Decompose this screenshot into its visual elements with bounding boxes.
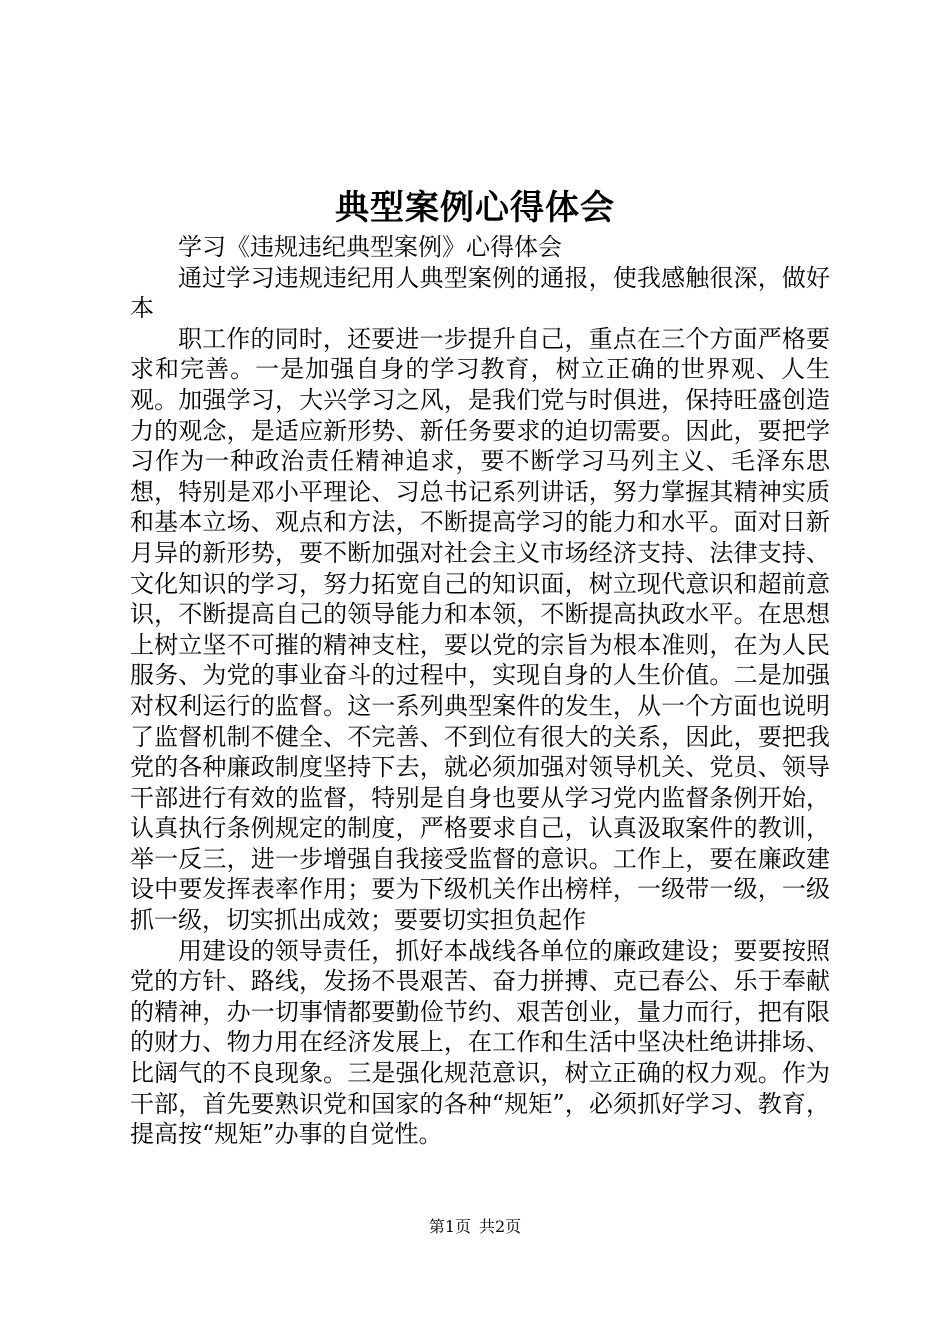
page-number: 第1页 (428, 1217, 471, 1236)
paragraph-continued: 用建设的领导责任，抓好本战线各单位的廉政建设；要要按照党的方针、路线，发扬不畏艰苦、奋力拼搏、克已春公、乐于奉献的精神，办一切事情都要勤俭节约、艰苦创业，量力而行，把有限的财力、物力用在经济发展上，在工作和生活中坚决杜绝讲排场、比阔气的不良现象。三是强化规范意识，树立正确的权力观。作为干部，首先要熟识党和国家的各种“规矩”，必须抓好学习、教育，提高按“规矩”办事的自觉性。 (130, 936, 830, 1149)
paragraph-main: 职工作的同时，还要进一步提升自己，重点在三个方面严格要求和完善。一是加强自身的学习教育，树立正确的世界观、人生观。加强学习，大兴学习之风，是我们党与时俱进，保持旺盛创造力的观念，是适应新形势、新任务要求的迫切需要。因此，要把学习作为一种政治责任精神追求，要不断学习马列主义、毛泽东思想，特别是邓小平理论、习总书记系列讲话，努力掌握其精神实质和基本立场、观点和方法，不断提高学习的能力和水平。面对日新月异的新形势，要不断加强对社会主义市场经济支持、法律支持、文化知识的学习，努力拓宽自己的知识面，树立现代意识和超前意识，不断提高自己的领导能力和本领，不断提高执政水平。在思想上树立坚不可摧的精神支柱，要以党的宗旨为根本准则，在为人民服务、为党的事业奋斗的过程中，实现自身的人生价值。二是加强对权利运行的监督。这一系列典型案件的发生，从一个方面也说明了监督机制不健全、不完善、不到位有很大的关系，因此，要把我党的各种廉政制度坚持下去，就必须加强对领导机关、党员、领导干部进行有效的监督，特别是自身也要从学习党内监督条例开始，认真执行条例规定的制度，严格要求自己，认真汲取案件的教训，举一反三，进一步增强自我接受监督的意识。工作上，要在廉政建设中要发挥表率作用；要为下级机关作出榜样，一级带一级，一级抓一级，切实抓出成效；要要切实担负起作 (130, 324, 830, 935)
paragraph-subtitle: 学习《违规违纪典型案例》心得体会 (178, 233, 562, 261)
document-title: 典型案例心得体会 (335, 188, 615, 228)
paragraph-intro: 通过学习违规违纪用人典型案例的通报，使我感触很深，做好本 (130, 263, 830, 323)
page-total: 共2页 (479, 1217, 522, 1236)
document-body (130, 232, 830, 1150)
page-footer (0, 1216, 950, 1238)
